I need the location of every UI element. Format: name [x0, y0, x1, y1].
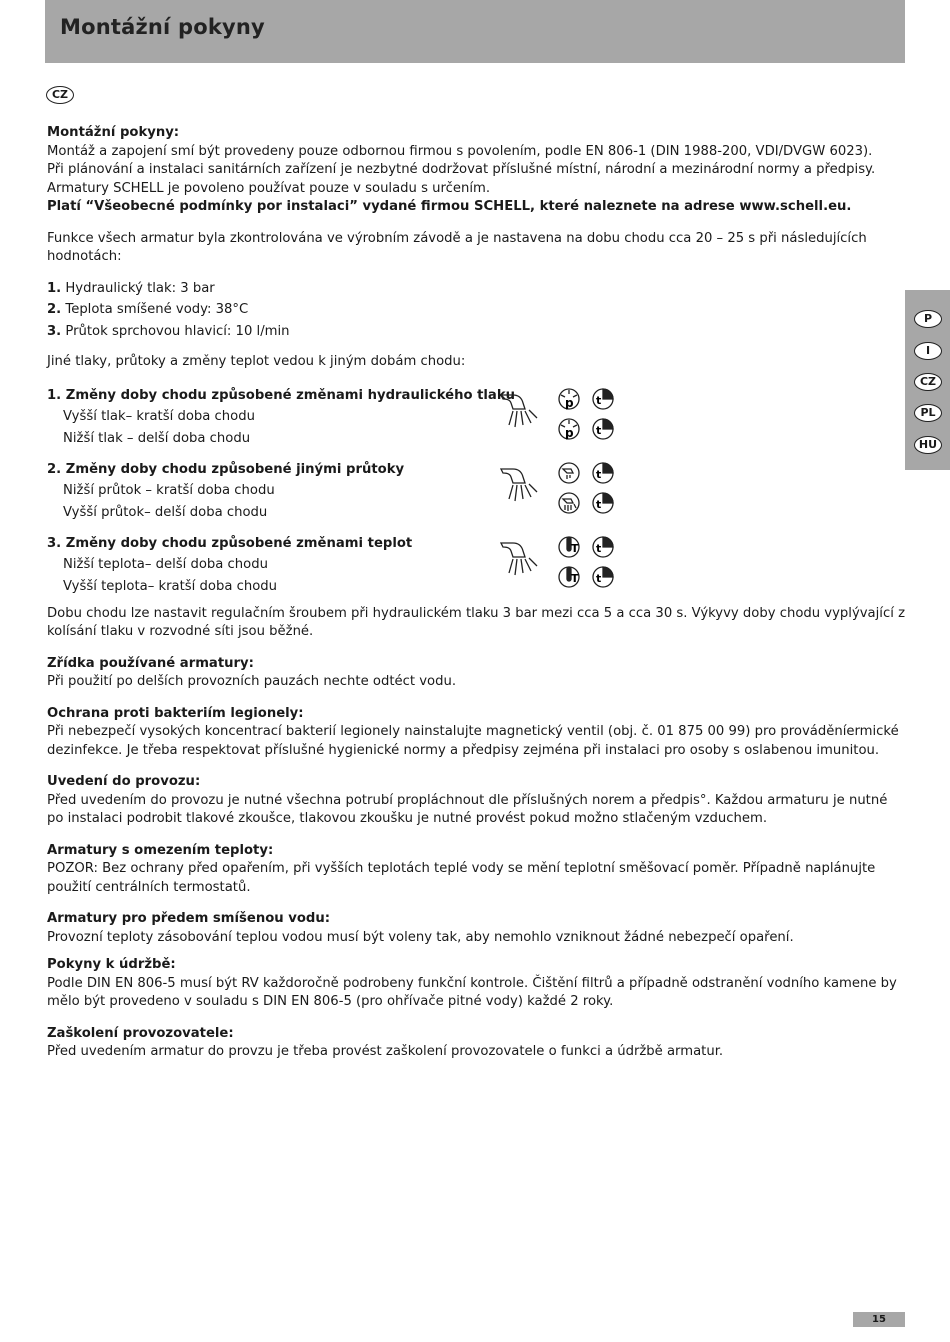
adjust-text: Dobu chodu lze nastavit regulačním šroubem při hydraulickém tlaku 3 bar mezi cca 5 a cca 30 s. Výkyvy doby chodu vyplývající z kolísání tlaku v rozvodné síti jsou běžné.	[47, 605, 905, 639]
language-badge-i[interactable]: I	[914, 342, 942, 360]
time-label: t	[596, 497, 602, 511]
change-line: Vyšší průtok– delší doba chodu	[63, 504, 268, 520]
section-text: Před uvedením do provozu je nutné všechna potrubí propláchnout dle příslušných norem a předpis°. Každou armaturu je nutné po instalaci podrobit tlakové zkoušce, tlakovou zkoušku je nutné provést pokud možno stlačeným vzduchem.	[47, 792, 888, 826]
section-heading: Uvedení do provozu:	[47, 774, 201, 789]
section-text: Při nebezpečí vysokých koncentrací bakterií legionely nainstalujte magnetický ventil (obj. č. 01 875 00 99) pro prováděníermické dezinfekce. Je třeba respektovat příslušné hygienické normy a předpisy zejména při instalaci pro osoby s oslabenou imunitou.	[47, 724, 899, 758]
change-line: Nižší průtok – kratší doba chodu	[63, 483, 275, 498]
intro-line: Montáž a zapojení smí být provedeny pouze odbornou firmou s povolením, podle EN 806-1 (DIN 1988-200, VDI/DVGW 6023).	[47, 143, 873, 159]
value-item: 1. Hydraulický tlak: 3 bar	[47, 280, 215, 296]
pressure-icons	[499, 385, 629, 449]
change-section-temperature	[47, 533, 907, 607]
section-heading: Pokyny k údržbě:	[47, 957, 176, 972]
page-number: 15	[853, 1312, 905, 1327]
flow-icons	[499, 459, 629, 523]
change-heading: 2. Změny doby chodu způsobené jinými průtoky	[47, 461, 405, 477]
language-badge-cz: CZ	[46, 86, 74, 104]
section-heading: Armatury s omezením teploty:	[47, 842, 274, 858]
intro-line: Armatury SCHELL je povoleno používat pouze v souladu s určením.	[47, 180, 491, 196]
header-bar	[45, 0, 905, 63]
section-text: Provozní teploty zásobování teplou vodou musí být voleny tak, aby nemohlo vzniknout žádné nebezpečí opaření.	[47, 929, 794, 945]
section-heading: Ochrana proti bakteriím legionely:	[47, 705, 304, 721]
content	[47, 124, 907, 1062]
language-sidebar	[905, 290, 950, 470]
change-line: Vyšší teplota– kratší doba chodu	[63, 578, 278, 594]
change-line: Nižší teplota– delší doba chodu	[63, 557, 268, 572]
shower-head-icon	[501, 395, 537, 427]
value-item: 3. Průtok sprchovou hlavicí: 10 l/min	[47, 323, 290, 339]
change-line: Vyšší tlak– kratší doba chodu	[63, 409, 255, 424]
change-line: Nižší tlak – delší doba chodu	[63, 430, 251, 446]
change-heading: 1. Změny doby chodu způsobené změnami hydraulického tlaku	[47, 387, 515, 403]
pressure-label: p	[565, 395, 574, 410]
temperature-label: T	[571, 571, 579, 585]
time-label: t	[596, 467, 602, 481]
section-text: Podle DIN EN 806-5 musí být RV každoročně podrobeny funkční kontrole. Čištění filtrů a případně odstranění vodního kamene by mělo být provedeno v souladu s DIN EN 806-5 (pro ohřívače pitné vody) každé 2 roky.	[47, 975, 897, 1009]
other-text: Jiné tlaky, průtoky a změny teplot vedou k jiným dobám chodu:	[47, 354, 466, 369]
language-badge-cz[interactable]: CZ	[914, 373, 942, 391]
flow-icon	[559, 463, 579, 513]
time-label: t	[596, 571, 602, 585]
pressure-label: p	[565, 425, 574, 440]
change-section-flow	[47, 459, 907, 533]
intro-heading: Montážní pokyny:	[47, 125, 180, 140]
section-text: POZOR: Bez ochrany před opařením, při vyšších teplotách teplé vody se mění teplotní směšovací poměr. Případně naplánujte použití centrálních termostatů.	[47, 861, 876, 895]
language-badge-pl[interactable]: PL	[914, 404, 942, 422]
section-heading: Armatury pro předem smíšenou vodu:	[47, 911, 331, 926]
intro-line: Při plánování a instalaci sanitárních zařízení je nezbytné dodržovat příslušné místní, národní a mezinárodní normy a předpisy.	[47, 162, 876, 177]
language-badge-hu[interactable]: HU	[914, 436, 942, 454]
time-label: t	[596, 393, 602, 407]
shower-head-icon	[501, 469, 537, 501]
language-badge-p[interactable]: P	[914, 310, 942, 328]
intro-bold-line: Platí “Všeobecné podmínky por instalaci” vydané firmou SCHELL, které naleznete na adrese www.schell.eu.	[47, 199, 852, 214]
section-text: Při použití po delších provozních pauzách nechte odtéct vodu.	[47, 674, 457, 689]
section-heading: Zaškolení provozovatele:	[47, 1025, 234, 1041]
section-heading: Zřídka používané armatury:	[47, 655, 254, 671]
change-heading: 3. Změny doby chodu způsobené změnami teplot	[47, 535, 413, 551]
temperature-label: T	[571, 541, 579, 555]
shower-head-icon	[501, 543, 537, 575]
change-section-pressure	[47, 385, 907, 459]
time-label: t	[596, 541, 602, 555]
temperature-icons	[499, 533, 629, 597]
section-text: Před uvedením armatur do provzu je třeba provést zaškolení provozovatele o funkci a údržbě armatur.	[47, 1044, 724, 1059]
functions-text: Funkce všech armatur byla zkontrolována ve výrobním závodě a je nastavena na dobu chodu cca 20 – 25 s při následujících hodnotách:	[47, 230, 867, 264]
page-title: Montážní pokyny	[60, 15, 265, 39]
time-label: t	[596, 423, 602, 437]
value-item: 2. Teplota smíšené vody: 38°C	[47, 302, 249, 317]
